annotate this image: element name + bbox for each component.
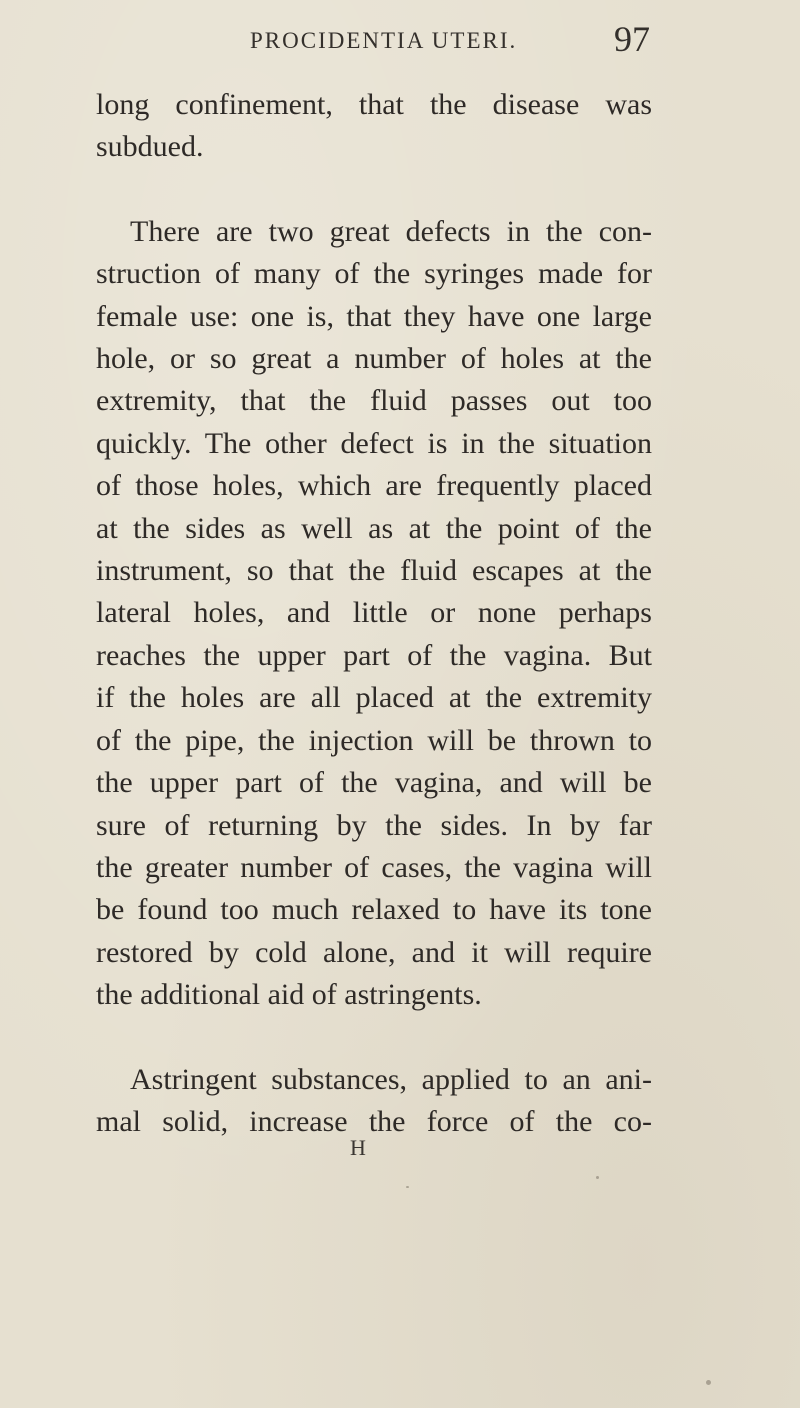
text-line: struction of many of the syringes made for xyxy=(96,257,652,291)
text-line: There are two great defects in the con- xyxy=(130,214,652,248)
text-line: sure of returning by the sides. In by far xyxy=(96,808,652,842)
text-line: reaches the upper part of the vagina. But xyxy=(96,638,652,672)
text-line: quickly. The other defect is in the situation xyxy=(96,426,652,460)
paragraph-3 xyxy=(96,1059,652,1144)
page-number: 97 xyxy=(614,19,650,59)
text-line: instrument, so that the fluid escapes at the xyxy=(96,554,652,588)
text-line: the additional aid of astringents. xyxy=(96,978,482,1012)
text-line: of those holes, which are frequently placed xyxy=(96,469,652,503)
body-text xyxy=(96,84,652,1143)
paper-speck xyxy=(596,1176,599,1179)
text-line: subdued. xyxy=(96,130,204,164)
text-line: of the pipe, the injection will be thrown to xyxy=(96,723,652,757)
running-title: PROCIDENTIA UTERI. xyxy=(250,28,518,53)
signature-mark: H xyxy=(350,1135,366,1160)
running-head xyxy=(0,18,800,58)
text-line: female use: one is, that they have one large xyxy=(96,299,652,333)
text-line: the greater number of cases, the vagina will xyxy=(96,850,652,884)
text-line: be found too much relaxed to have its tone xyxy=(96,893,652,927)
paragraph-2 xyxy=(96,211,652,1017)
text-line: the upper part of the vagina, and will be xyxy=(96,766,652,800)
paper-speck xyxy=(406,1186,409,1188)
text-line: mal solid, increase the force of the co- xyxy=(96,1104,652,1138)
text-line: long confinement, that the disease was xyxy=(96,88,652,121)
text-line: extremity, that the fluid passes out too xyxy=(96,384,652,418)
text-line: at the sides as well as at the point of the xyxy=(96,511,652,545)
paragraph-1 xyxy=(96,84,652,169)
text-line: restored by cold alone, and it will require xyxy=(96,935,652,969)
text-line: Astringent substances, applied to an ani- xyxy=(130,1062,652,1096)
text-line: if the holes are all placed at the extremity xyxy=(96,681,652,715)
paper-speck xyxy=(706,1380,711,1385)
text-line: lateral holes, and little or none perhaps xyxy=(96,596,652,630)
text-line: hole, or so great a number of holes at the xyxy=(96,342,652,376)
